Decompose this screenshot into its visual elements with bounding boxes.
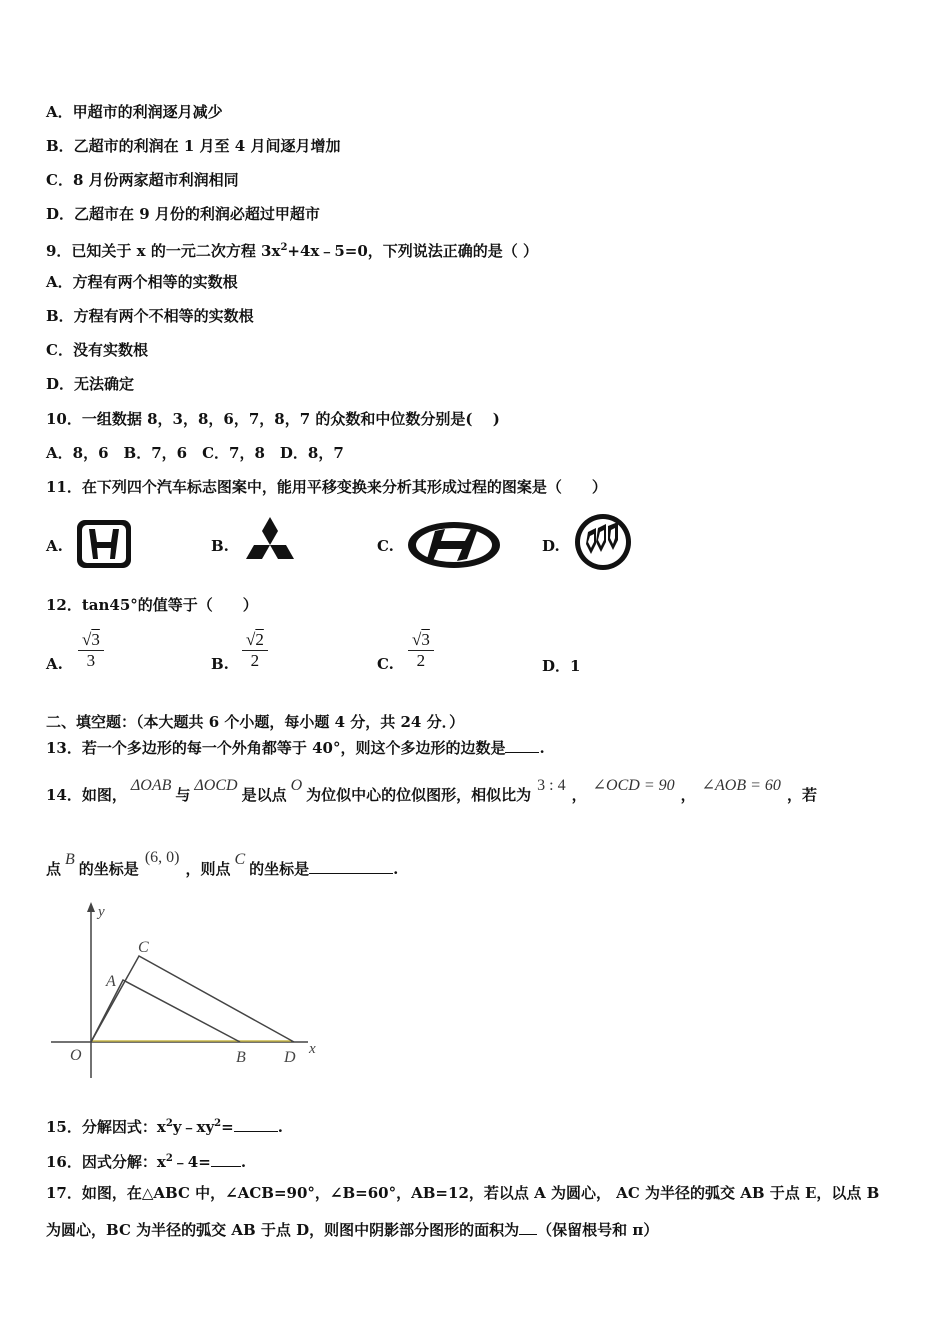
q11-label-c: C. bbox=[377, 537, 394, 555]
q17-answer-blank[interactable] bbox=[519, 1234, 537, 1235]
q8-option-b: B．乙超市的利润在 1 月至 4 月间逐月增加 bbox=[46, 137, 341, 155]
label-y: y bbox=[98, 904, 105, 920]
q17-line-2: 为圆心，BC 为半径的弧交 AB 于点 D，则图中阴影部分图形的面积为 （保留根号和 π） bbox=[46, 1221, 659, 1239]
q9-option-b: B．方程有两个不相等的实数根 bbox=[46, 307, 254, 325]
q11-label-d: D. bbox=[542, 537, 560, 555]
label-x: x bbox=[309, 1041, 316, 1057]
q12-label-a: A. bbox=[46, 655, 63, 673]
triangle-ocd bbox=[91, 956, 294, 1042]
q11-stem: 11．在下列四个汽车标志图案中，能用平移变换来分析其形成过程的图案是（ ） bbox=[46, 478, 607, 496]
q12-option-a-fraction: $\frac{√3}{3}$ bbox=[78, 630, 104, 671]
q12-stem: 12．tan45°的值等于（ ） bbox=[46, 596, 258, 614]
label-a: A bbox=[106, 973, 116, 990]
hyundai-logo-icon bbox=[405, 519, 503, 571]
honda-logo-icon bbox=[75, 518, 133, 570]
q12-option-d: D．1 bbox=[542, 657, 581, 675]
label-b: B bbox=[236, 1049, 246, 1066]
q9-stem: 9．已知关于 x 的一元二次方程 $3x^2+4x﹣5=0$，下列说法正确的是（ ） bbox=[46, 242, 539, 260]
q14-line-2: 点B的坐标是(6, 0)，则点C的坐标是 . bbox=[46, 849, 399, 878]
mitsubishi-logo-icon bbox=[240, 516, 300, 570]
q8-option-d: D．乙超市在 9 月份的利润必超过甲超市 bbox=[46, 205, 320, 223]
section-2-heading: 二、填空题：（本大题共 6 个小题，每小题 4 分，共 24 分．） bbox=[46, 713, 465, 731]
label-d: D bbox=[284, 1049, 296, 1066]
q16-answer-blank[interactable] bbox=[211, 1166, 241, 1167]
q12-label-c: C. bbox=[377, 655, 394, 673]
label-c: C bbox=[138, 939, 149, 956]
q12-label-b: B. bbox=[211, 655, 229, 673]
q12-option-b-fraction: $\frac{√2}{2}$ bbox=[242, 630, 268, 671]
q15-text: 15．分解因式：$x^2y﹣xy^2=$ . bbox=[46, 1118, 283, 1136]
y-axis-arrow bbox=[87, 902, 95, 912]
q14-line-1: 14．如图，ΔOAB与ΔOCD是以点O为位似中心的位似图形，相似比为3 : 4，∠OCD = 90，∠AOB = 60，若 bbox=[46, 777, 817, 804]
q14-answer-blank[interactable] bbox=[309, 873, 393, 874]
q8-option-c: C．8 月份两家超市利润相同 bbox=[46, 171, 239, 189]
q13-answer-blank[interactable] bbox=[505, 752, 539, 753]
buick-logo-icon bbox=[572, 512, 634, 572]
q15-answer-blank[interactable] bbox=[234, 1131, 278, 1132]
q9-option-d: D．无法确定 bbox=[46, 375, 135, 393]
q17-line-1: 17．如图，在△ABC 中，∠ACB=90°，∠B=60°，AB=12，若以点 A 为圆心， AC 为半径的弧交 AB 于点 E，以点 B bbox=[46, 1184, 880, 1202]
q10-stem: 10．一组数据 8，3，8，6，7，8，7 的众数和中位数分别是( ) bbox=[46, 410, 500, 428]
q9-option-a: A．方程有两个相等的实数根 bbox=[46, 273, 238, 291]
q11-label-a: A. bbox=[46, 537, 63, 555]
q16-text: 16．因式分解：$x^2﹣4=$ . bbox=[46, 1153, 247, 1171]
q10-options: A．8，6 B．7，6 C．7，8 D．8，7 bbox=[46, 444, 344, 462]
q14-figure bbox=[46, 898, 336, 1083]
q13-text: 13．若一个多边形的每一个外角都等于 40°，则这个多边形的边数是 . bbox=[46, 739, 545, 757]
q11-label-b: B. bbox=[211, 537, 229, 555]
q8-option-a: A．甲超市的利润逐月减少 bbox=[46, 103, 223, 121]
q12-option-c-fraction: $\frac{√3}{2}$ bbox=[408, 630, 434, 671]
q9-option-c: C．没有实数根 bbox=[46, 341, 148, 359]
label-o: O bbox=[70, 1047, 82, 1064]
